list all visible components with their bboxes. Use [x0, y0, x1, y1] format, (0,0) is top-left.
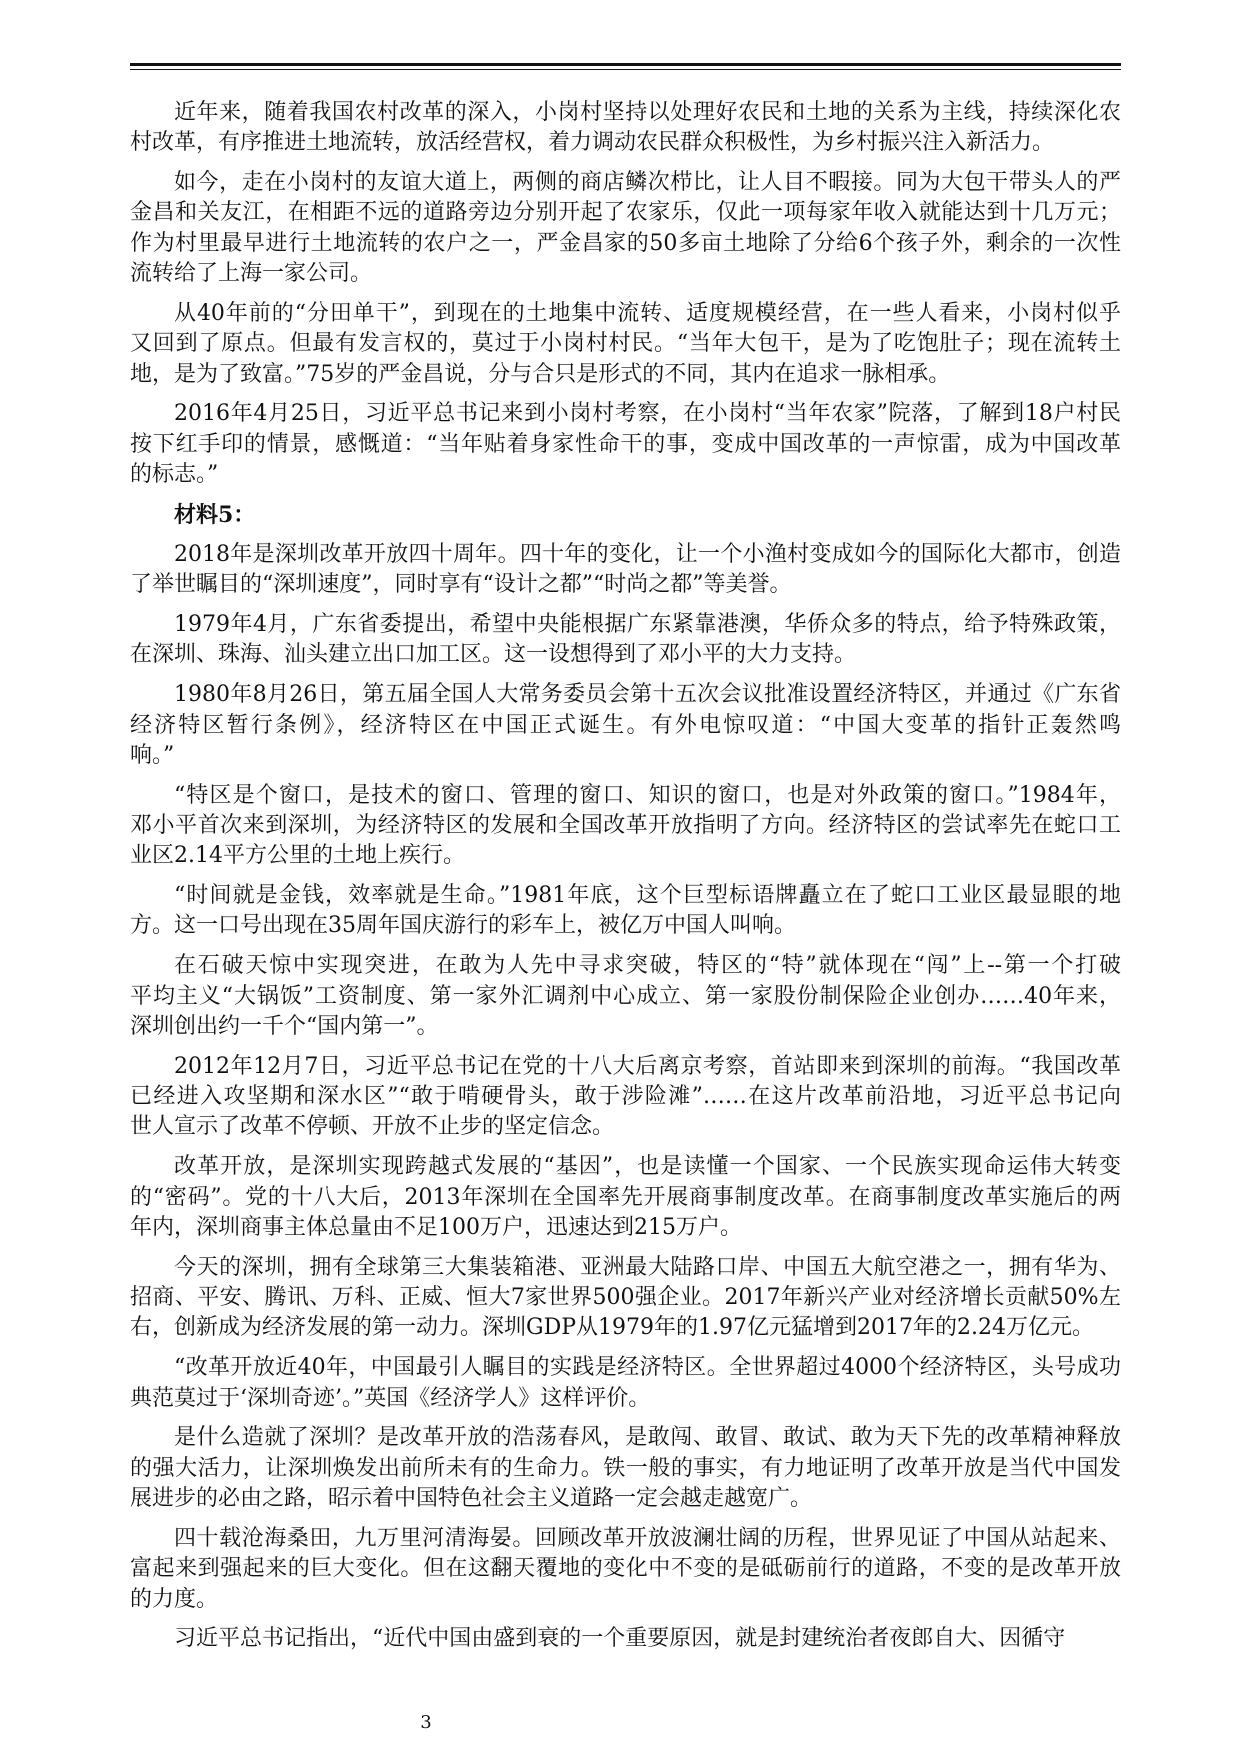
text-line: 2012年12月7日，习近平总书记在党的十八大后离京考察，首站即来到深圳的前海。“我国改革 [174, 1053, 1121, 1079]
text-line: 改革开放，是深圳实现跨越式发展的“基因”，也是读懂一个国家、一个民族实现命运伟大转变 [174, 1154, 1121, 1180]
page-number: 3 [420, 1712, 432, 1733]
text-line: 1979年4月，广东省委提出，希望中央能根据广东紧靠港澳，华侨众多的特点，给予特殊政策， [174, 612, 1121, 638]
text-line: 平均主义“大锅饭”工资制度、第一家外汇调剂中心成立、第一家股份制保险企业创办……40年来， [130, 983, 1121, 1009]
text-line: 按下红手印的情景，感慨道：“当年贴着身家性命干的事，变成中国改革的一声惊雷，成为中国改革 [130, 431, 1121, 457]
paragraph [130, 881, 1121, 942]
text-line: 了举世瞩目的“深圳速度”，同时享有“设计之都”“时尚之都”等美誉。 [130, 572, 792, 598]
paragraph [130, 610, 1121, 671]
header-double-rule [130, 63, 1121, 70]
text-line: 年内，深圳商事主体总量由不足100万户，迅速达到215万户。 [130, 1214, 742, 1240]
text-line: 已经进入攻坚期和深水区”“敢于啃硬骨头，敢于涉险滩”……在这片改革前沿地，习近平总书记向 [130, 1084, 1121, 1110]
text-line: 方。这一口号出现在35周年国庆游行的彩车上，被亿万中国人叫响。 [130, 913, 796, 939]
text-line: 典范莫过于‘深圳奇迹’。”英国《经济学人》这样评价。 [130, 1385, 651, 1411]
text-line: 村改革，有序推进土地流转，放活经营权，着力调动农民群众积极性，为乡村振兴注入新活力。 [130, 130, 1055, 156]
text-line: 又回到了原点。但最有发言权的，莫过于小岗村村民。“当年大包干，是为了吃饱肚子；现在流转土 [130, 331, 1121, 357]
text-line: 从40年前的“分田单干”，到现在的土地集中流转、适度规模经营，在一些人看来，小岗村似乎 [174, 300, 1121, 326]
text-line: 作为村里最早进行土地流转的农户之一，严金昌家的50多亩土地除了分给6个孩子外，剩余的一次性 [130, 230, 1121, 256]
text-line: 的标志。” [130, 462, 219, 488]
text-line: 经济特区暂行条例》，经济特区在中国正式诞生。有外电惊叹道：“中国大变革的指针正轰然鸣 [130, 712, 1121, 738]
text-line: 2016年4月25日，习近平总书记来到小岗村考察，在小岗村“当年农家”院落，了解到18户村民 [174, 401, 1121, 427]
text-line: 深圳创出约一千个“国内第一”。 [130, 1013, 439, 1039]
text-line: 招商、平安、腾讯、万科、正威、恒大7家世界500强企业。2017年新兴产业对经济增长贡献50%左 [130, 1285, 1121, 1311]
text-line: 世人宣示了改革不停顿、开放不止步的坚定信念。 [130, 1114, 615, 1140]
paragraph [130, 1152, 1121, 1243]
text-line: 富起来到强起来的巨大变化。但在这翻天覆地的变化中不变的是砥砺前行的道路，不变的是改革开放 [130, 1556, 1121, 1582]
text-line: 流转给了上海一家公司。 [130, 261, 373, 287]
text-line: 材料5： [174, 501, 256, 528]
text-line: 业区2.14平方公里的土地上疾行。 [130, 843, 465, 869]
paragraph [130, 540, 1121, 601]
text-line: 今天的深圳，拥有全球第三大集装箱港、亚洲最大陆路口岸、中国五大航空港之一，拥有华为、 [174, 1254, 1121, 1280]
paragraph [130, 781, 1121, 872]
paragraph [130, 399, 1121, 490]
text-line: 在石破天惊中实现突进，在敢为人先中寻求突破，特区的“特”就体现在“闯”上--第一个打破 [174, 953, 1121, 979]
paragraph [130, 168, 1121, 289]
paragraph [130, 1524, 1121, 1615]
text-line: 在深圳、珠海、汕头建立出口加工区。这一设想得到了邓小平的大力支持。 [130, 642, 857, 668]
paragraph [130, 951, 1121, 1042]
text-line: 四十载沧海桑田，九万里河清海晏。回顾改革开放波澜壮阔的历程，世界见证了中国从站起来、 [174, 1525, 1121, 1551]
text-line: 右，创新成为经济发展的第一动力。深圳GDP从1979年的1.97亿元猛增到2017年的2.24万亿元。 [130, 1315, 1094, 1341]
paragraph [130, 1624, 1121, 1654]
text-line: 近年来，随着我国农村改革的深入，小岗村坚持以处理好农民和土地的关系为主线，持续深化农 [174, 100, 1121, 125]
document-body [130, 98, 1121, 1655]
paragraph [130, 1353, 1121, 1414]
text-line: 是什么造就了深圳？是改革开放的浩荡春风，是敢闯、敢冒、敢试、敢为天下先的改革精神释放 [174, 1425, 1121, 1451]
text-line: “时间就是金钱，效率就是生命。”1981年底，这个巨型标语牌矗立在了蛇口工业区最显眼的地 [174, 883, 1121, 909]
paragraph [130, 1253, 1121, 1344]
paragraph [130, 680, 1121, 771]
text-line: 1980年8月26日，第五届全国人大常务委员会第十五次会议批准设置经济特区，并通过《广东省 [174, 682, 1121, 708]
text-line: “改革开放近40年，中国最引人瞩目的实践是经济特区。全世界超过4000个经济特区，头号成功 [174, 1355, 1121, 1381]
text-line: 的“密码”。党的十八大后，2013年深圳在全国率先开展商事制度改革。在商事制度改革实施后的两 [130, 1184, 1121, 1210]
paragraph [130, 1052, 1121, 1143]
paragraph [130, 1423, 1121, 1514]
text-line: 展进步的必由之路，昭示着中国特色社会主义道路一定会越走越宽广。 [130, 1486, 813, 1512]
text-line: 邓小平首次来到深圳，为经济特区的发展和全国改革开放指明了方向。经济特区的尝试率先在蛇口工 [130, 812, 1121, 838]
text-line: 2018年是深圳改革开放四十周年。四十年的变化，让一个小渔村变成如今的国际化大都市，创造 [174, 541, 1121, 567]
text-line: 响。” [130, 742, 175, 768]
section-heading [130, 500, 1121, 530]
text-line: 如今，走在小岗村的友谊大道上，两侧的商店鳞次栉比，让人目不暇接。同为大包干带头人的严 [174, 170, 1121, 196]
paragraph [130, 98, 1121, 159]
text-line: 地，是为了致富。”75岁的严金昌说，分与合只是形式的不同，其内在追求一脉相承。 [130, 361, 951, 387]
text-line: 的强大活力，让深圳焕发出前所未有的生命力。铁一般的事实，有力地证明了改革开放是当代中国发 [130, 1455, 1121, 1481]
text-line: 的力度。 [130, 1586, 219, 1612]
text-line: 习近平总书记指出，“近代中国由盛到衰的一个重要原因，就是封建统治者夜郎自大、因循守 [174, 1626, 1066, 1652]
text-line: 金昌和关友江，在相距不远的道路旁边分别开起了农家乐，仅此一项每家年收入就能达到十几万元； [130, 200, 1121, 226]
paragraph [130, 299, 1121, 390]
text-line: “特区是个窗口，是技术的窗口、管理的窗口、知识的窗口，也是对外政策的窗口。”1984年， [174, 782, 1121, 808]
